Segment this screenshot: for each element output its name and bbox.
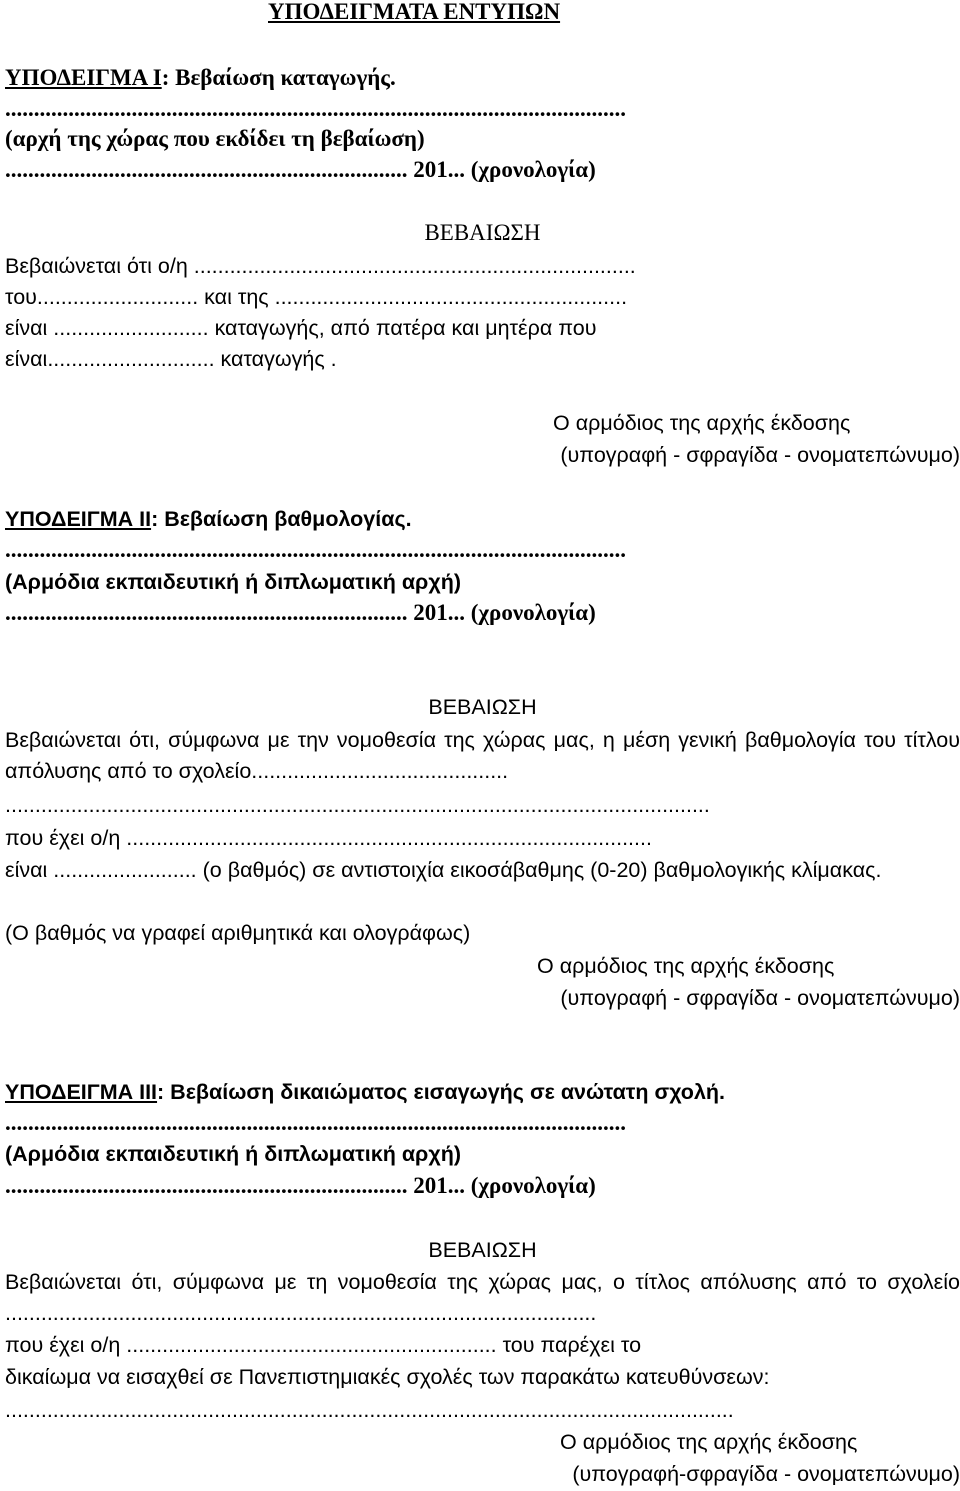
sample3-signer-note: (υπογραφή-σφραγίδα - ονοματεπώνυμο) (572, 1462, 960, 1486)
sample2-signer-note: (υπογραφή - σφραγίδα - ονοματεπώνυμο) (560, 986, 960, 1010)
document-title: ΥΠΟΔΕΙΓΜΑΤΑ ΕΝΤΥΠΩΝ (268, 0, 561, 24)
sample1-body-line: Βεβαιώνεται ότι ο/η .......................................................................... (5, 254, 636, 278)
sample1-dots: ............................................................................................................ (5, 96, 626, 121)
sample1-signer: Ο αρμόδιος της αρχής έκδοσης (553, 411, 851, 435)
sample3-cert-title: ΒΕΒΑΙΩΣΗ (428, 1238, 537, 1262)
sample3-authority: (Αρμόδια εκπαιδευτική ή διπλωματική αρχή) (5, 1142, 462, 1166)
sample2-dots: ............................................................................................................ (5, 537, 626, 562)
sample1-authority: (αρχή της χώρας που εκδίδει τη βεβαίωση) (5, 126, 425, 151)
sample1-date-line: ...................................................................... 201... (χρονολογία) (5, 157, 596, 182)
sample2-heading (5, 504, 960, 535)
sample1-heading (5, 63, 960, 94)
sample1-body-line: είναι .......................... καταγωγής, από πατέρα και μητέρα που (5, 316, 597, 340)
sample2-signer: Ο αρμόδιος της αρχής έκδοσης (537, 954, 835, 978)
sample2-authority: (Αρμόδια εκπαιδευτική ή διπλωματική αρχή) (5, 570, 462, 594)
sample3-signer: Ο αρμόδιος της αρχής έκδοσης (560, 1430, 858, 1454)
sample1-body-line: είναι............................ καταγωγής . (5, 347, 337, 371)
sample1-heading-label: ΥΠΟΔΕΙΓΜΑ Ι (5, 65, 162, 90)
sample3-heading (5, 1077, 960, 1108)
sample2-grade-paragraph: είναι ........................ (ο βαθμός) σε αντιστοιχία εικοσάβαθμης (0-20) βαθμολογικής κλίμακας. (5, 858, 882, 882)
sample1-signer-note: (υπογραφή - σφραγίδα - ονοματεπώνυμο) (560, 443, 960, 467)
sample2-cert-title: ΒΕΒΑΙΩΣΗ (428, 695, 537, 719)
sample2-heading-rest: : Βεβαίωση βαθμολογίας. (151, 507, 412, 531)
sample3-holder-line: που έχει ο/η .............................................................. του παρέχει το (5, 1333, 642, 1357)
sample2-heading-label: ΥΠΟΔΕΙΓΜΑ ΙΙ (5, 507, 152, 531)
sample3-dots-line: .......................................................................................................................... (5, 1398, 734, 1422)
sample2-grade-note: (Ο βαθμός να γραφεί αριθμητικά και ολογράφως) (5, 921, 471, 945)
sample2-body-paragraph: Βεβαιώνεται ότι, σύμφωνα με την νομοθεσία της χώρας μας, η μέση γενική βαθμολογία του τίτλου απόλυσης από το σχολείο........................................... (5, 728, 960, 783)
sample3-date-line: ...................................................................... 201... (χρονολογία) (5, 1173, 596, 1198)
sample1-cert-title: ΒΕΒΑΙΩΣΗ (424, 220, 541, 245)
sample3-right-paragraph: δικαίωμα να εισαχθεί σε Πανεπιστημιακές σχολές των παρακάτω κατευθύνσεων: (5, 1365, 770, 1389)
sample3-body-paragraph: Βεβαιώνεται ότι, σύμφωνα με τη νομοθεσία της χώρας μας, ο τίτλος απόλυσης από το σχολείο ................................................................................................... (5, 1270, 960, 1325)
sample1-heading-rest: : Βεβαίωση καταγωγής. (161, 65, 396, 90)
sample1-body-line: του........................... και της ........................................................... (5, 285, 628, 309)
sample3-dots: ............................................................................................................ (5, 1110, 626, 1135)
sample2-dots-line: ...................................................................................................................... (5, 793, 710, 817)
sample2-holder-line: που έχει ο/η ........................................................................................ (5, 826, 652, 850)
sample3-heading-label: ΥΠΟΔΕΙΓΜΑ ΙΙΙ (5, 1080, 158, 1104)
sample3-heading-rest: : Βεβαίωση δικαιώματος εισαγωγής σε ανώτατη σχολή. (157, 1080, 726, 1104)
sample2-date-line: ...................................................................... 201... (χρονολογία) (5, 600, 596, 625)
